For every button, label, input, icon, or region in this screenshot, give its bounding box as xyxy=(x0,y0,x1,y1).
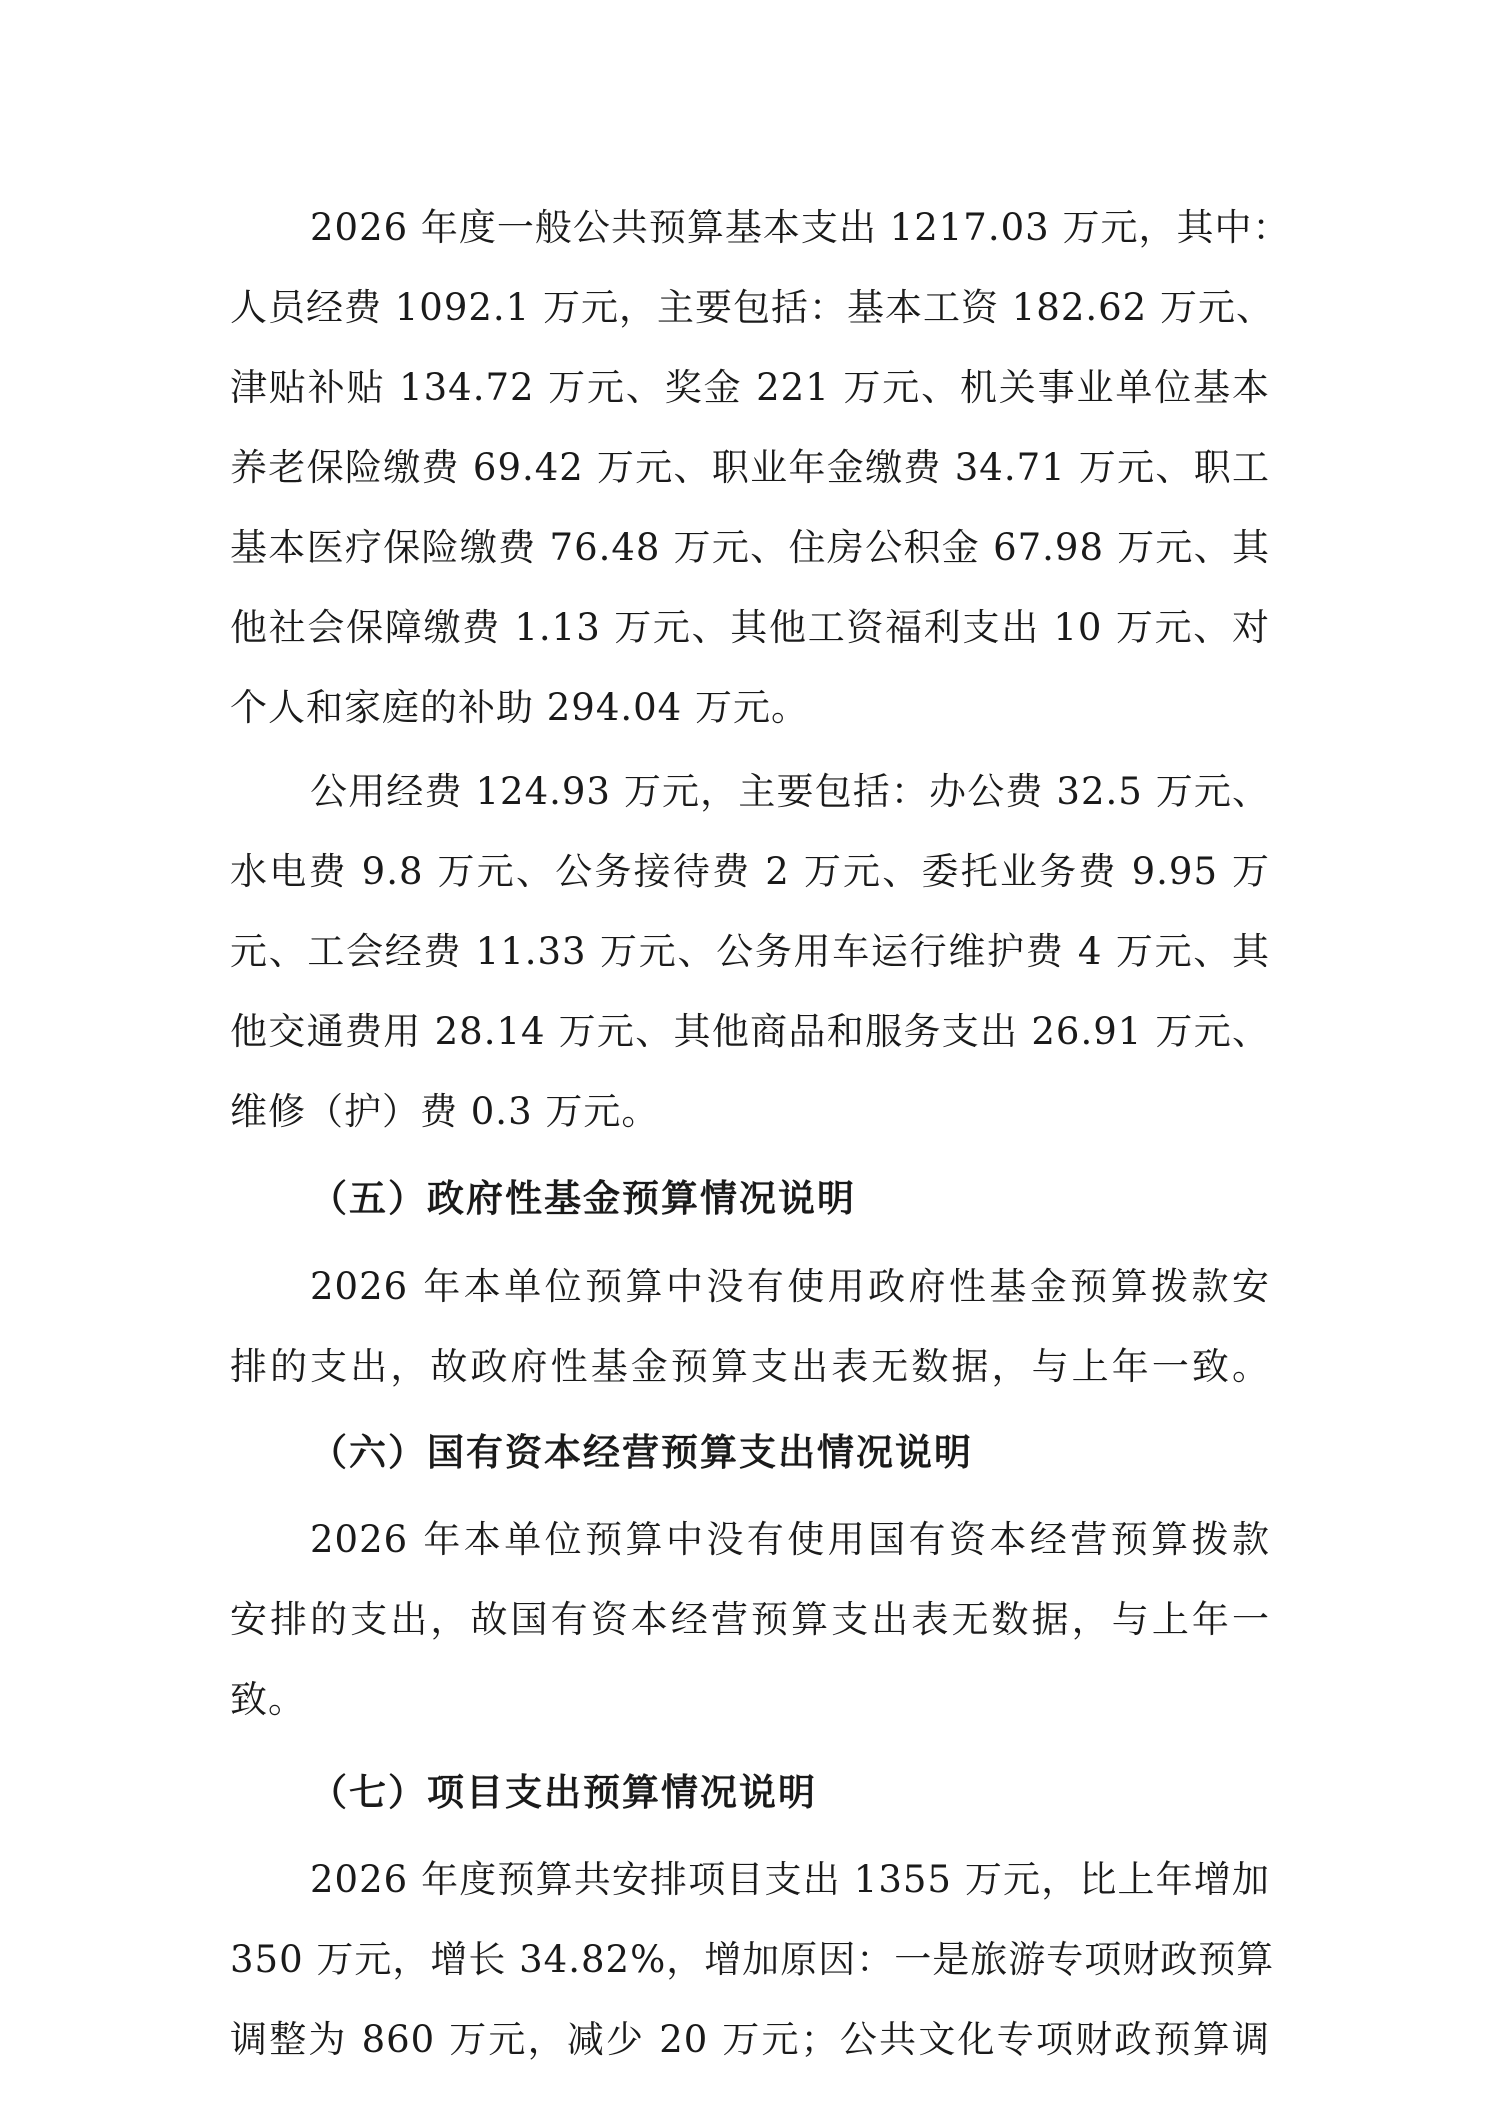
text-line: 基本医疗保险缴费 76.48 万元、住房公积金 67.98 万元、其 xyxy=(230,526,1270,569)
section-heading-government-fund: （五）政府性基金预算情况说明 xyxy=(310,1176,856,1220)
section-heading-project-expenditure: （七）项目支出预算情况说明 xyxy=(310,1770,817,1814)
text-line: 养老保险缴费 69.42 万元、职业年金缴费 34.71 万元、职工 xyxy=(230,446,1270,489)
text-line: 津贴补贴 134.72 万元、奖金 221 万元、机关事业单位基本 xyxy=(230,366,1270,409)
text-line: 排的支出，故政府性基金预算支出表无数据，与上年一致。 xyxy=(230,1345,1270,1388)
text-line: 2026 年度一般公共预算基本支出 1217.03 万元，其中： xyxy=(310,206,1291,249)
text-line: 个人和家庭的补助 294.04 万元。 xyxy=(230,686,809,729)
section-heading-state-capital: （六）国有资本经营预算支出情况说明 xyxy=(310,1430,973,1474)
text-line: 他交通费用 28.14 万元、其他商品和服务支出 26.91 万元、 xyxy=(230,1010,1270,1053)
text-line: 公用经费 124.93 万元，主要包括：办公费 32.5 万元、 xyxy=(310,770,1270,813)
text-line: 维修（护）费 0.3 万元。 xyxy=(230,1090,660,1133)
text-line: 他社会保障缴费 1.13 万元、其他工资福利支出 10 万元、对 xyxy=(230,606,1270,649)
text-line: 2026 年度预算共安排项目支出 1355 万元，比上年增加 xyxy=(310,1858,1270,1901)
text-line: 水电费 9.8 万元、公务接待费 2 万元、委托业务费 9.95 万 xyxy=(230,850,1270,893)
text-line: 致。 xyxy=(230,1678,306,1721)
text-line: 350 万元，增长 34.82%，增加原因：一是旅游专项财政预算 xyxy=(230,1938,1275,1981)
text-line: 2026 年本单位预算中没有使用国有资本经营预算拨款 xyxy=(310,1518,1270,1561)
text-line: 调整为 860 万元，减少 20 万元；公共文化专项财政预算调 xyxy=(230,2018,1270,2061)
text-line: 元、工会经费 11.33 万元、公务用车运行维护费 4 万元、其 xyxy=(230,930,1270,973)
text-line: 安排的支出，故国有资本经营预算支出表无数据，与上年一 xyxy=(230,1598,1270,1641)
text-line: 人员经费 1092.1 万元，主要包括：基本工资 182.62 万元、 xyxy=(230,286,1274,329)
text-line: 2026 年本单位预算中没有使用政府性基金预算拨款安 xyxy=(310,1265,1270,1308)
